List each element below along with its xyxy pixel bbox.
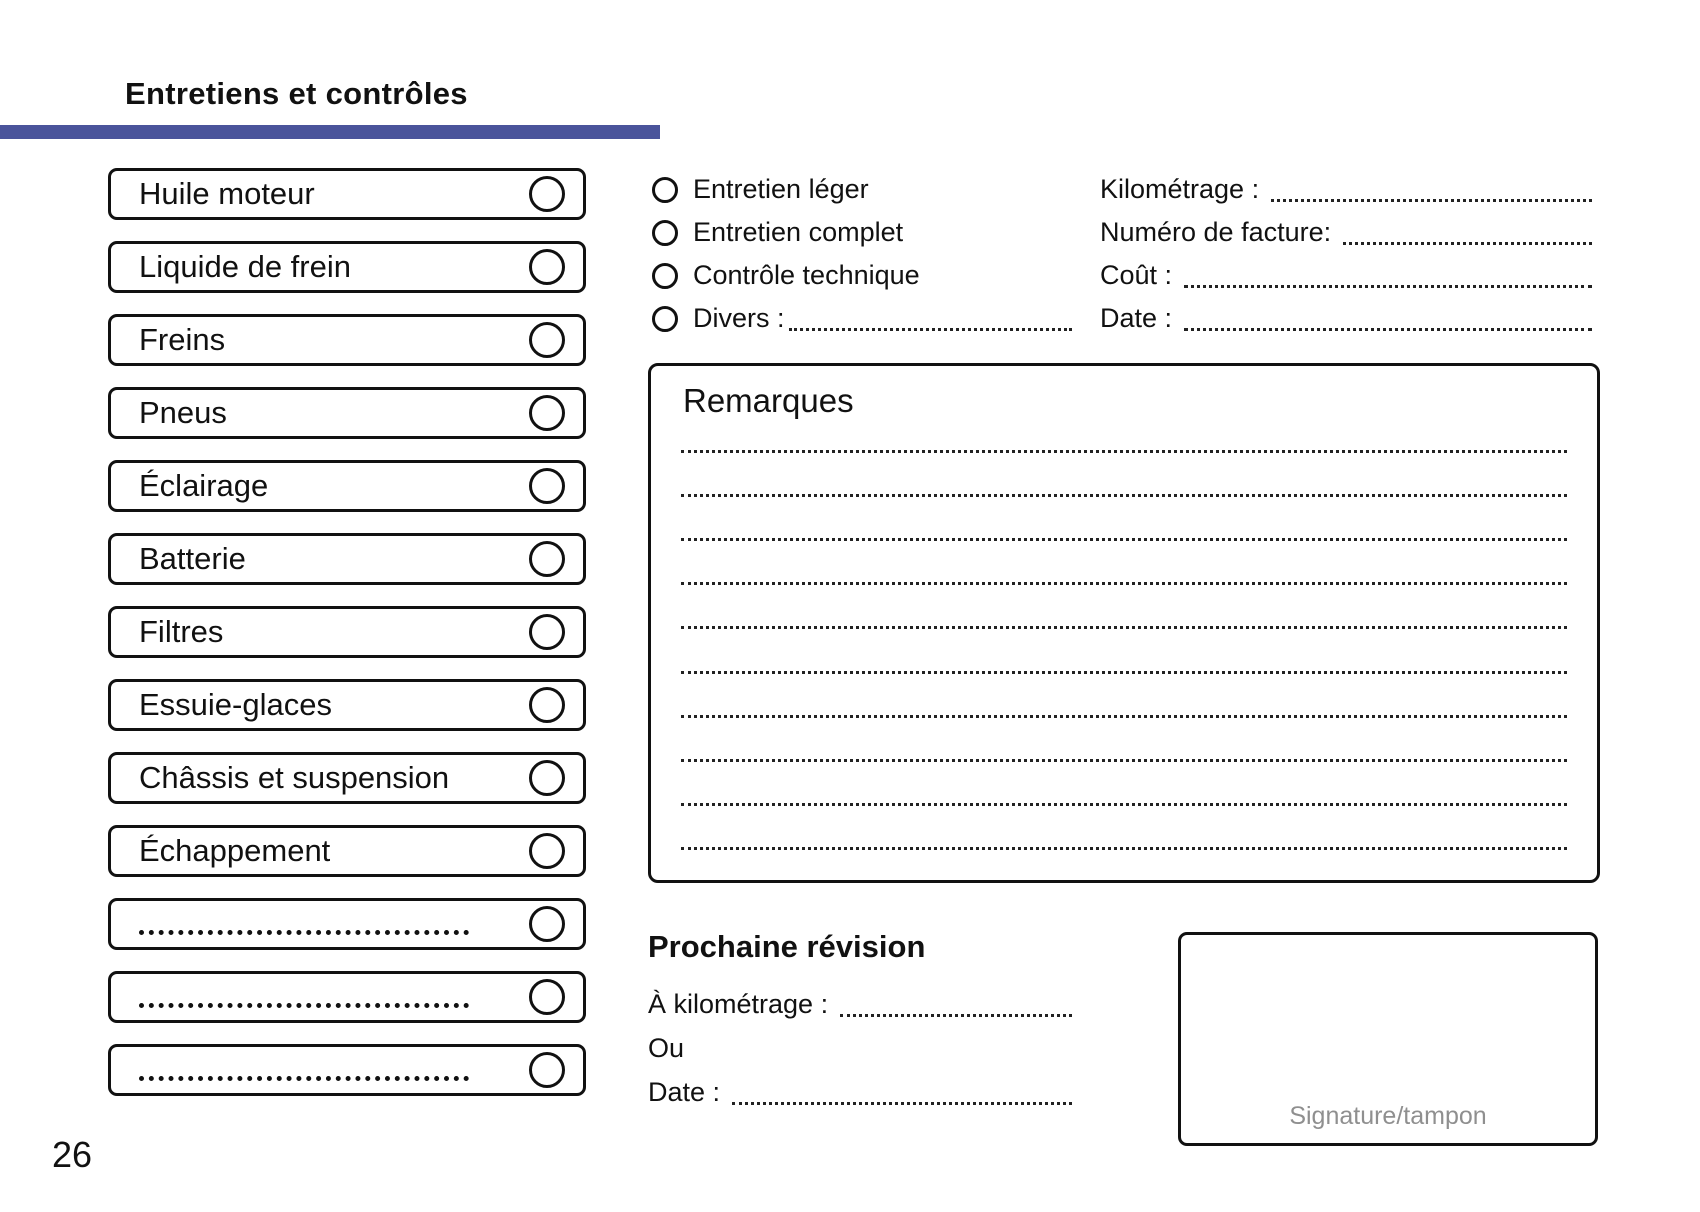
radio-option-label: Contrôle technique	[693, 260, 920, 290]
check-circle[interactable]	[529, 249, 565, 285]
field-date	[1100, 297, 1592, 340]
field-kilometrage	[1100, 168, 1592, 211]
check-item-label: Huile moteur	[139, 176, 315, 211]
remarks-line[interactable]	[681, 715, 1567, 718]
field-label: Kilométrage :	[1100, 174, 1267, 204]
radio-circle[interactable]	[652, 220, 678, 246]
next-revision-title: Prochaine révision	[648, 929, 926, 964]
check-circle[interactable]	[529, 979, 565, 1015]
radio-option-divers	[652, 297, 1072, 340]
remarks-line[interactable]	[681, 847, 1567, 850]
check-item-label: Pneus	[139, 395, 227, 430]
check-circle[interactable]	[529, 176, 565, 212]
check-circle[interactable]	[529, 1052, 565, 1088]
check-item-label: Freins	[139, 322, 226, 357]
check-item-label: Batterie	[139, 541, 246, 576]
check-item-label: Essuie-glaces	[139, 687, 332, 722]
field-label: À kilométrage :	[648, 988, 836, 1019]
check-circle[interactable]	[529, 833, 565, 869]
radio-option-entretien-leger	[652, 168, 1072, 211]
radio-option-label: Divers :	[693, 303, 785, 333]
check-item-label: Châssis et suspension	[139, 760, 450, 795]
check-item-label: Filtres	[139, 614, 224, 649]
radio-circle[interactable]	[652, 263, 678, 289]
remarks-box	[648, 363, 1600, 883]
signature-box[interactable]	[1178, 932, 1598, 1146]
numero-facture-entry-line[interactable]	[1343, 242, 1592, 245]
check-item-chassis-et-suspension	[108, 752, 586, 804]
service-type-group	[652, 168, 1072, 340]
check-circle[interactable]	[529, 322, 565, 358]
remarks-line[interactable]	[681, 759, 1567, 762]
page-title: Entretiens et contrôles	[125, 76, 468, 111]
or-connector: Ou	[648, 1032, 685, 1063]
next-kilometrage-entry-line[interactable]	[840, 1014, 1072, 1017]
check-item-eclairage	[108, 460, 586, 512]
check-item-freins	[108, 314, 586, 366]
radio-option-entretien-complet	[652, 211, 1072, 254]
check-item-essuie-glaces	[108, 679, 586, 731]
date-entry-line[interactable]	[1184, 328, 1592, 331]
check-circle[interactable]	[529, 468, 565, 504]
remarks-line[interactable]	[681, 671, 1567, 674]
check-item-huile-moteur	[108, 168, 586, 220]
remarks-lines	[681, 450, 1567, 850]
maintenance-checklist	[108, 168, 586, 1117]
radio-option-controle-technique	[652, 254, 1072, 297]
next-revision-section	[648, 928, 1072, 1114]
check-item-blank-1	[108, 898, 586, 950]
cout-entry-line[interactable]	[1184, 285, 1592, 288]
next-date-entry-line[interactable]	[732, 1102, 1072, 1105]
check-item-batterie	[108, 533, 586, 585]
divers-entry-line[interactable]	[789, 328, 1072, 331]
kilometrage-entry-line[interactable]	[1271, 199, 1592, 202]
remarks-line[interactable]	[681, 626, 1567, 629]
remarks-line[interactable]	[681, 494, 1567, 497]
field-label: Numéro de facture:	[1100, 217, 1339, 247]
check-item-pneus	[108, 387, 586, 439]
radio-circle[interactable]	[652, 177, 678, 203]
signature-label: Signature/tampon	[1289, 1102, 1487, 1130]
title-underline-bar	[0, 125, 660, 139]
check-circle[interactable]	[529, 906, 565, 942]
radio-option-label: Entretien léger	[693, 174, 869, 204]
field-cout	[1100, 254, 1592, 297]
check-circle[interactable]	[529, 395, 565, 431]
blank-entry-line[interactable]	[139, 1003, 469, 1008]
field-label: Date :	[648, 1076, 728, 1107]
page-number: 26	[52, 1134, 93, 1175]
check-item-echappement	[108, 825, 586, 877]
check-circle[interactable]	[529, 687, 565, 723]
check-item-label: Éclairage	[139, 468, 269, 503]
check-item-filtres	[108, 606, 586, 658]
blank-entry-line[interactable]	[139, 1076, 469, 1081]
remarks-line[interactable]	[681, 538, 1567, 541]
radio-circle[interactable]	[652, 306, 678, 332]
check-item-label: Échappement	[139, 833, 331, 868]
blank-entry-line[interactable]	[139, 930, 469, 935]
check-item-blank-3	[108, 1044, 586, 1096]
remarks-title: Remarques	[683, 382, 854, 419]
field-label: Date :	[1100, 303, 1180, 333]
remarks-line[interactable]	[681, 803, 1567, 806]
field-numero-de-facture	[1100, 211, 1592, 254]
invoice-fields	[1100, 168, 1592, 340]
check-circle[interactable]	[529, 614, 565, 650]
check-item-blank-2	[108, 971, 586, 1023]
radio-option-label: Entretien complet	[693, 217, 904, 247]
remarks-line[interactable]	[681, 450, 1567, 453]
check-circle[interactable]	[529, 541, 565, 577]
check-item-liquide-de-frein	[108, 241, 586, 293]
check-circle[interactable]	[529, 760, 565, 796]
check-item-label: Liquide de frein	[139, 249, 351, 284]
field-next-date	[648, 1070, 1072, 1114]
field-next-kilometrage	[648, 982, 1072, 1026]
field-label: Coût :	[1100, 260, 1180, 290]
remarks-line[interactable]	[681, 582, 1567, 585]
